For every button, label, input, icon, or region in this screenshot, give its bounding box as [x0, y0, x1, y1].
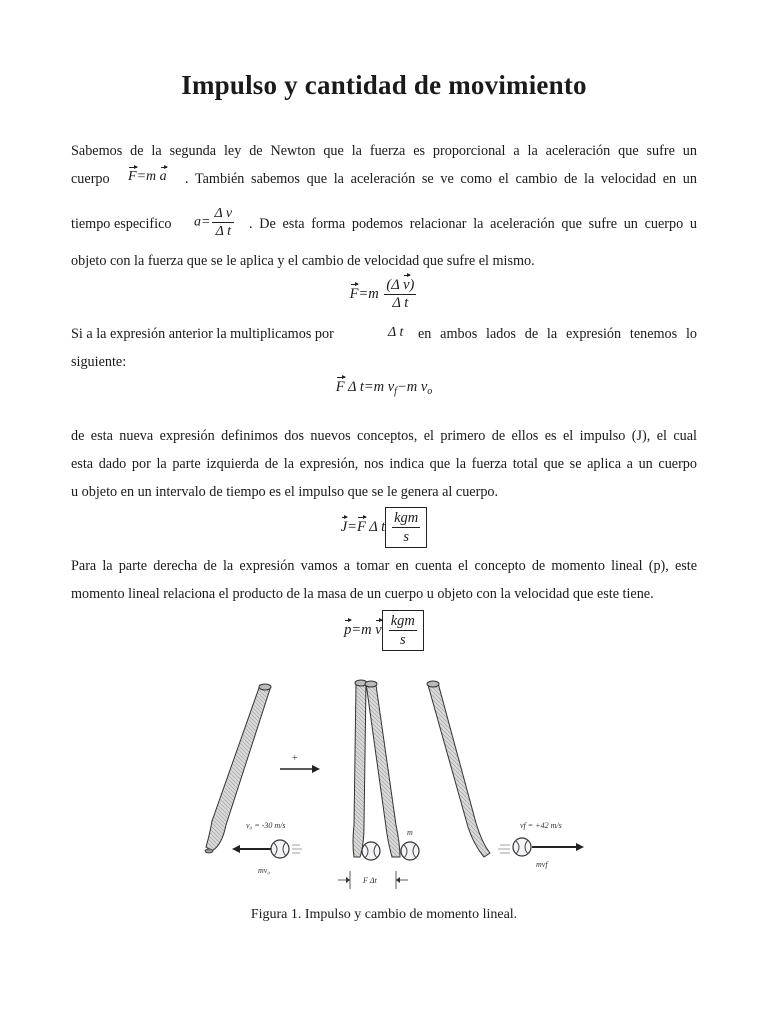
- label-plus: +: [292, 753, 298, 764]
- label-initial-momentum: mv₀: [258, 866, 271, 875]
- paragraph-3-line-3: u objeto en un intervalo de tiempo es el impulso que se le genera al cuerpo.: [71, 484, 499, 500]
- label-final-velocity: vf = +42 m/s: [520, 821, 562, 830]
- equation-impulse-definition: J=F Δ t $\frac{\text{kgm}}{s}$: [0, 507, 768, 548]
- equation-linear-momentum: p=m v $\frac{\text{kgm}}{s}$: [0, 610, 768, 651]
- paragraph-3-line-1: de esta nueva expresión definimos dos nuevos conceptos, el primero de ellos es el impulso (J), el cual: [71, 428, 697, 444]
- label-mass: m: [407, 828, 413, 837]
- paragraph-3-line-2: esta dado por la parte izquierda de la expresión, nos indica que la fuerza total que se aplica a un cuerpo: [71, 456, 697, 472]
- equation-impulse-momentum: F Δ t=m $v_f-m$ $v_o$: [335, 379, 433, 397]
- equation-newton-inline: F=m a: [128, 169, 167, 184]
- paragraph-1-line-3-rest: . De esta forma podemos relacionar la aceleración que sufre un cuerpo u: [249, 216, 697, 232]
- label-initial-velocity: v₀ = -30 m/s: [246, 821, 286, 830]
- page-title: Impulso y cantidad de movimiento: [181, 70, 587, 100]
- figure-illustration: [200, 675, 590, 895]
- paragraph-2-line-2: siguiente:: [71, 354, 127, 370]
- equation-acceleration-inline: a= $\frac{\text{Δ v}}{\text{Δ t}}$: [194, 206, 233, 239]
- paragraph-4-line-1: Para la parte derecha de la expresión vamos a tomar en cuenta el concepto de momento lineal (p), este: [71, 558, 697, 574]
- positive-direction-arrow: [280, 753, 320, 773]
- paragraph-4-line-2: momento lineal relaciona el producto de la masa de un cuerpo u objeto con la velocidad que este tiene.: [71, 586, 654, 602]
- paragraph-2-line-1b: en ambos lados de la expresión tenemos lo: [418, 326, 697, 342]
- ball-impact-left: [362, 842, 380, 860]
- equation-delta-t-inline: Δ t: [388, 325, 404, 340]
- label-final-momentum: mvf: [536, 860, 548, 869]
- bat-middle-tilted: [365, 681, 400, 857]
- ball-impact-right: [401, 842, 419, 860]
- ball-outgoing: [498, 838, 584, 856]
- text-tiempo-especifico: tiempo especifico: [71, 216, 172, 232]
- figure-caption: Figura 1. Impulso y cambio de momento lineal.: [250, 907, 518, 922]
- text-cuerpo: cuerpo: [71, 171, 110, 187]
- ball-incoming: [232, 840, 302, 858]
- bat-right: [427, 681, 490, 857]
- equation-force-momentum-change: F=m $\frac{\text{(Δ v)}}{\text{Δ t}}$: [349, 277, 415, 311]
- paragraph-1-line-2-rest: . También sabemos que la aceleración se ve como el cambio de la velocidad en un: [185, 171, 697, 187]
- paragraph-1-line-4: objeto con la fuerza que se le aplica y el cambio de velocidad que sufre el mismo.: [71, 253, 535, 269]
- paragraph-1-line-1: Sabemos de la segunda ley de Newton que la fuerza es proporcional a la aceleración que sufre un: [71, 143, 697, 159]
- label-f-delta-t: F Δt: [363, 876, 377, 885]
- units-bracket-impulse: $\frac{\text{kgm}}{s}$: [385, 507, 427, 548]
- paragraph-2-line-1a: Si a la expresión anterior la multiplicamos por: [71, 326, 334, 342]
- impulse-interval-marker: [338, 871, 408, 889]
- units-bracket-momentum: $\frac{\text{kgm}}{s}$: [382, 610, 424, 651]
- figure-bat-ball-impulse: [200, 675, 590, 895]
- bat-middle-vertical: [353, 680, 367, 857]
